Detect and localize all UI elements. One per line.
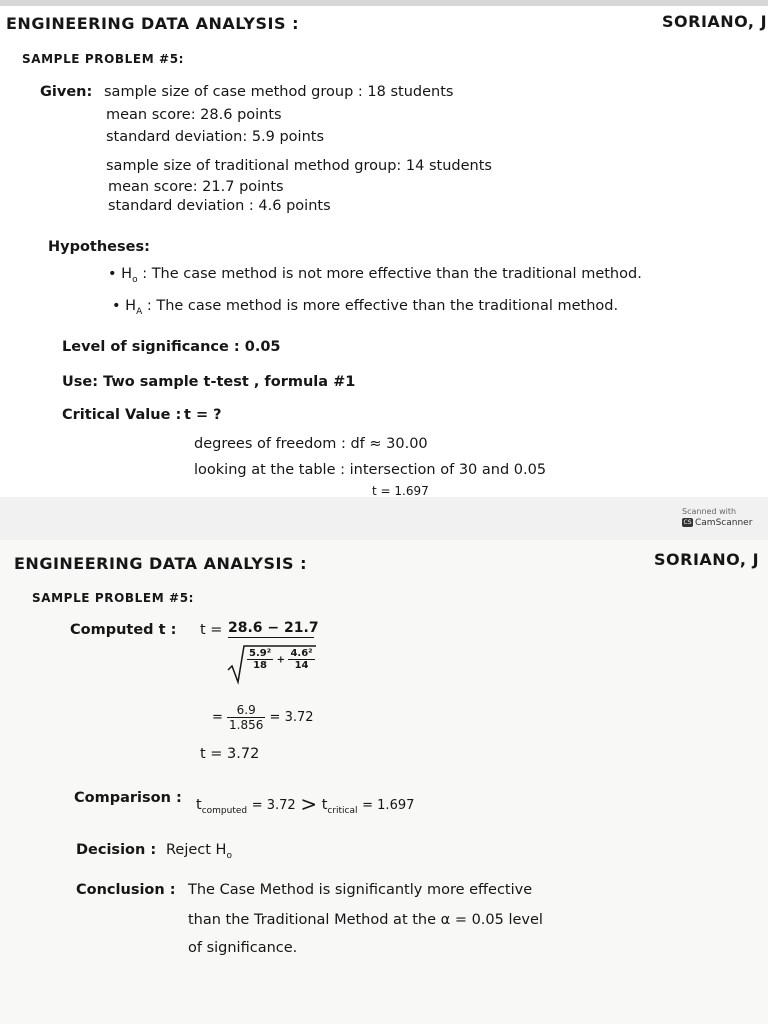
bullet-icon: •: [108, 266, 117, 282]
critical-value-label: Critical Value :: [62, 407, 182, 423]
computed-t-label: Computed t :: [70, 622, 177, 638]
null-hypothesis: [108, 266, 642, 285]
t-equals: t =: [200, 622, 223, 638]
significance-level: Level of significance : 0.05: [62, 339, 281, 355]
given-trad-size: sample size of traditional method group: 14 students: [106, 158, 492, 174]
course-title: ENGINEERING DATA ANALYSIS :: [14, 554, 307, 573]
page-gap: [0, 497, 768, 540]
scanner-brand: CamScanner: [695, 518, 753, 528]
conclusion-label: Conclusion :: [76, 882, 176, 898]
critical-value-unknown: t = ?: [184, 407, 222, 423]
ha-subscript: A: [136, 306, 143, 317]
formula-numerator: 28.6 − 21.7: [228, 620, 319, 636]
notes-page-1: [0, 0, 768, 497]
table-lookup: looking at the table : intersection of 30 and 0.05: [194, 462, 547, 478]
variance-term-2: $\frac{\text{4.6²}}{14}$: [290, 648, 313, 671]
conclusion-line-1: The Case Method is significantly more effective: [188, 882, 533, 898]
given-case-sd: standard deviation: 5.9 points: [106, 129, 325, 145]
ha-symbol: H: [125, 298, 137, 314]
critical-value-result: t = 1.697: [372, 484, 429, 497]
plus-sign: +: [276, 654, 285, 666]
h0-symbol: H: [121, 266, 133, 282]
notes-page-2: [0, 540, 768, 1024]
decision-text: Reject $H_o$: [166, 842, 232, 861]
greater-than-sign: >: [300, 792, 318, 816]
h0-text: : The case method is not more effective than the traditional method.: [142, 266, 642, 282]
comparison-statement: $t_{computed} = 3.72 > t_{critical} = 1.697$: [196, 792, 415, 816]
degrees-of-freedom: degrees of freedom : df ≈ 30.00: [194, 436, 428, 452]
bullet-icon: •: [112, 298, 121, 314]
second-step-result: = 3.72: [269, 710, 314, 725]
test-used: Use: Two sample t-test , formula #1: [62, 374, 356, 390]
hypotheses-label: Hypotheses:: [48, 239, 150, 255]
simplified-fraction: $\frac{6.9}{1.856}$: [229, 703, 264, 732]
sample-problem-label: SAMPLE PROBLEM #5:: [32, 591, 195, 605]
final-t-value: t = 3.72: [200, 746, 260, 762]
ha-text: : The case method is more effective than the traditional method.: [146, 298, 619, 314]
given-label: Given:: [40, 84, 93, 100]
course-title: ENGINEERING DATA ANALYSIS :: [6, 14, 299, 33]
second-step: [212, 703, 314, 732]
conclusion-line-2: than the Traditional Method at the α = 0.05 level: [188, 912, 543, 928]
alternative-hypothesis: [112, 298, 618, 317]
sample-problem-label: SAMPLE PROBLEM #5:: [22, 52, 185, 66]
camscanner-logo-icon: CS: [683, 519, 692, 526]
given-case-mean: mean score: 28.6 points: [106, 107, 282, 123]
comparison-label: Comparison :: [74, 790, 182, 806]
decision-label: Decision :: [76, 842, 157, 858]
h0-subscript: o: [132, 274, 138, 285]
given-trad-mean: mean score: 21.7 points: [108, 179, 284, 195]
given-case-size: sample size of case method group : 18 students: [104, 84, 454, 100]
variance-term-1: $\frac{\text{5.9²}}{18}$: [249, 648, 272, 671]
given-trad-sd: standard deviation : 4.6 points: [108, 198, 331, 214]
equals-sign: =: [212, 710, 223, 725]
scanner-watermark: [682, 507, 752, 528]
conclusion-line-3: of significance.: [188, 940, 298, 956]
scanner-caption: Scanned with: [682, 507, 737, 516]
author-name: SORIANO, J: [654, 550, 760, 569]
author-name: SORIANO, J: [662, 12, 768, 31]
